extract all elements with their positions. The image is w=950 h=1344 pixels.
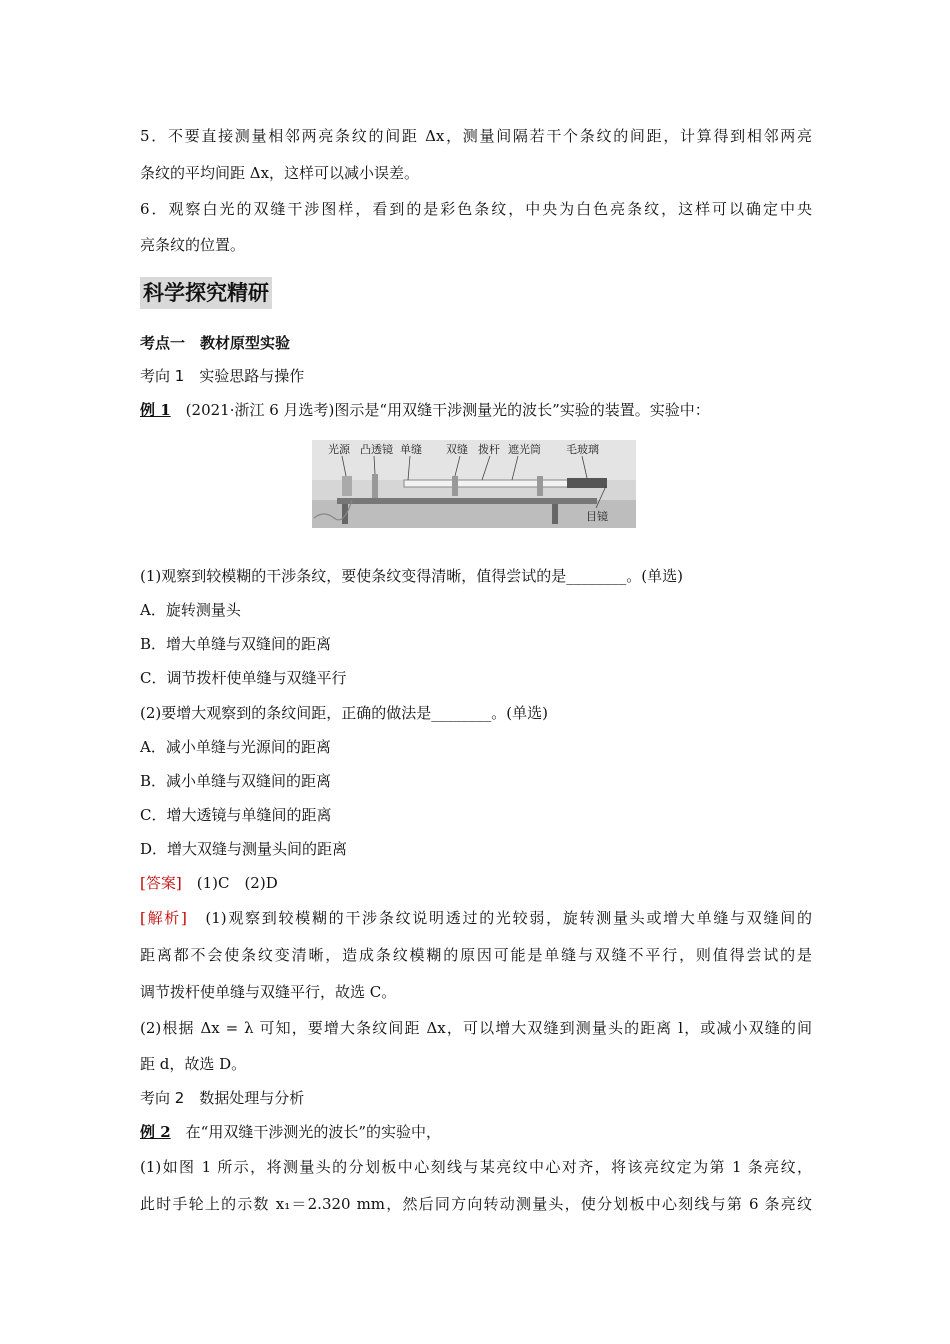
analysis-line2: 距离都不会使条纹变清晰，造成条纹模糊的原因可能是单缝与双缝不平行，则值得尝试的是: [140, 946, 812, 964]
kaodian-heading: 考点一 教材原型实验: [140, 334, 291, 352]
analysis-tag: [解析]: [140, 909, 187, 927]
apparatus-illustration: [312, 440, 636, 528]
q2-stem: (2)要增大观察到的条纹间距，正确的做法是________。(单选): [140, 704, 548, 722]
analysis-text-1: (1)观察到较模糊的干涉条纹说明透过的光较弱，旋转测量头或增大单缝与双缝间的: [186, 909, 812, 927]
label-eyepiece: 目镜: [586, 510, 608, 523]
label-lever: 拨杆: [478, 443, 500, 456]
q2-option-c: C．增大透镜与单缝间的距离: [140, 806, 332, 824]
q2-option-b: B．减小单缝与双缝间的距离: [140, 772, 332, 790]
label-tube: 遮光筒: [508, 443, 541, 456]
label-single-slit: 单缝: [400, 443, 422, 456]
kaoxiang2-heading: 考向 2 数据处理与分析: [140, 1089, 305, 1107]
apparatus-figure: [312, 440, 636, 528]
label-convex-lens: 凸透镜: [360, 443, 393, 456]
q2-option-a: A．减小单缝与光源间的距离: [140, 738, 331, 756]
analysis-line5: 距 d，故选 D。: [140, 1055, 247, 1073]
q1-option-c: C．调节拨杆使单缝与双缝平行: [140, 669, 347, 687]
example1-label: 例 1: [140, 401, 171, 419]
para5-line2: 条纹的平均间距 Δx，这样可以减小误差。: [140, 164, 420, 182]
answer-line: [140, 873, 812, 893]
q1-option-a: A．旋转测量头: [140, 601, 241, 619]
para5-line1: 5．不要直接测量相邻两亮条纹的间距 Δx，测量间隔若干个条纹的间距，计算得到相邻两亮: [140, 127, 812, 145]
para6-line2: 亮条纹的位置。: [140, 236, 246, 254]
example1-text: (2021·浙江 6 月选考)图示是“用双缝干涉测量光的波长”实验的装置。实验中：: [170, 401, 710, 419]
q1-option-b: B．增大单缝与双缝间的距离: [140, 635, 332, 653]
ex2-para-line2: 此时手轮上的示数 x₁＝2.320 mm，然后同方向转动测量头，使分划板中心刻线与第 6 条亮纹: [140, 1195, 812, 1213]
para6-line1: 6．观察白光的双缝干涉图样，看到的是彩色条纹，中央为白色亮条纹，这样可以确定中央: [140, 200, 812, 218]
example2-label: 例 2: [140, 1123, 171, 1141]
example2-text: 在“用双缝干涉测光的波长”的实验中，: [170, 1123, 442, 1141]
analysis-line1: [140, 908, 812, 928]
answer-text: (1)C (2)D: [181, 874, 278, 892]
label-frosted-glass: 毛玻璃: [566, 443, 599, 456]
kaoxiang1-heading: 考向 1 实验思路与操作: [140, 367, 305, 385]
label-light-source: 光源: [328, 443, 350, 456]
section-title: 科学探究精研: [140, 277, 272, 309]
example1-line: [140, 400, 812, 420]
answer-tag: [答案]: [140, 874, 182, 892]
analysis-line3: 调节拨杆使单缝与双缝平行，故选 C。: [140, 983, 397, 1001]
q2-option-d: D．增大双缝与测量头间的距离: [140, 840, 348, 858]
q1-stem: (1)观察到较模糊的干涉条纹，要使条纹变得清晰，值得尝试的是________。(单选): [140, 567, 683, 585]
example2-line: [140, 1122, 812, 1142]
label-double-slit: 双缝: [446, 443, 468, 456]
ex2-para-line1: (1)如图 1 所示，将测量头的分划板中心刻线与某亮纹中心对齐，将该亮纹定为第 1 条亮纹，: [140, 1158, 812, 1176]
analysis-line4: (2)根据 Δx = λ 可知，要增大条纹间距 Δx，可以增大双缝到测量头的距离 l，或减小双缝的间: [140, 1019, 812, 1037]
